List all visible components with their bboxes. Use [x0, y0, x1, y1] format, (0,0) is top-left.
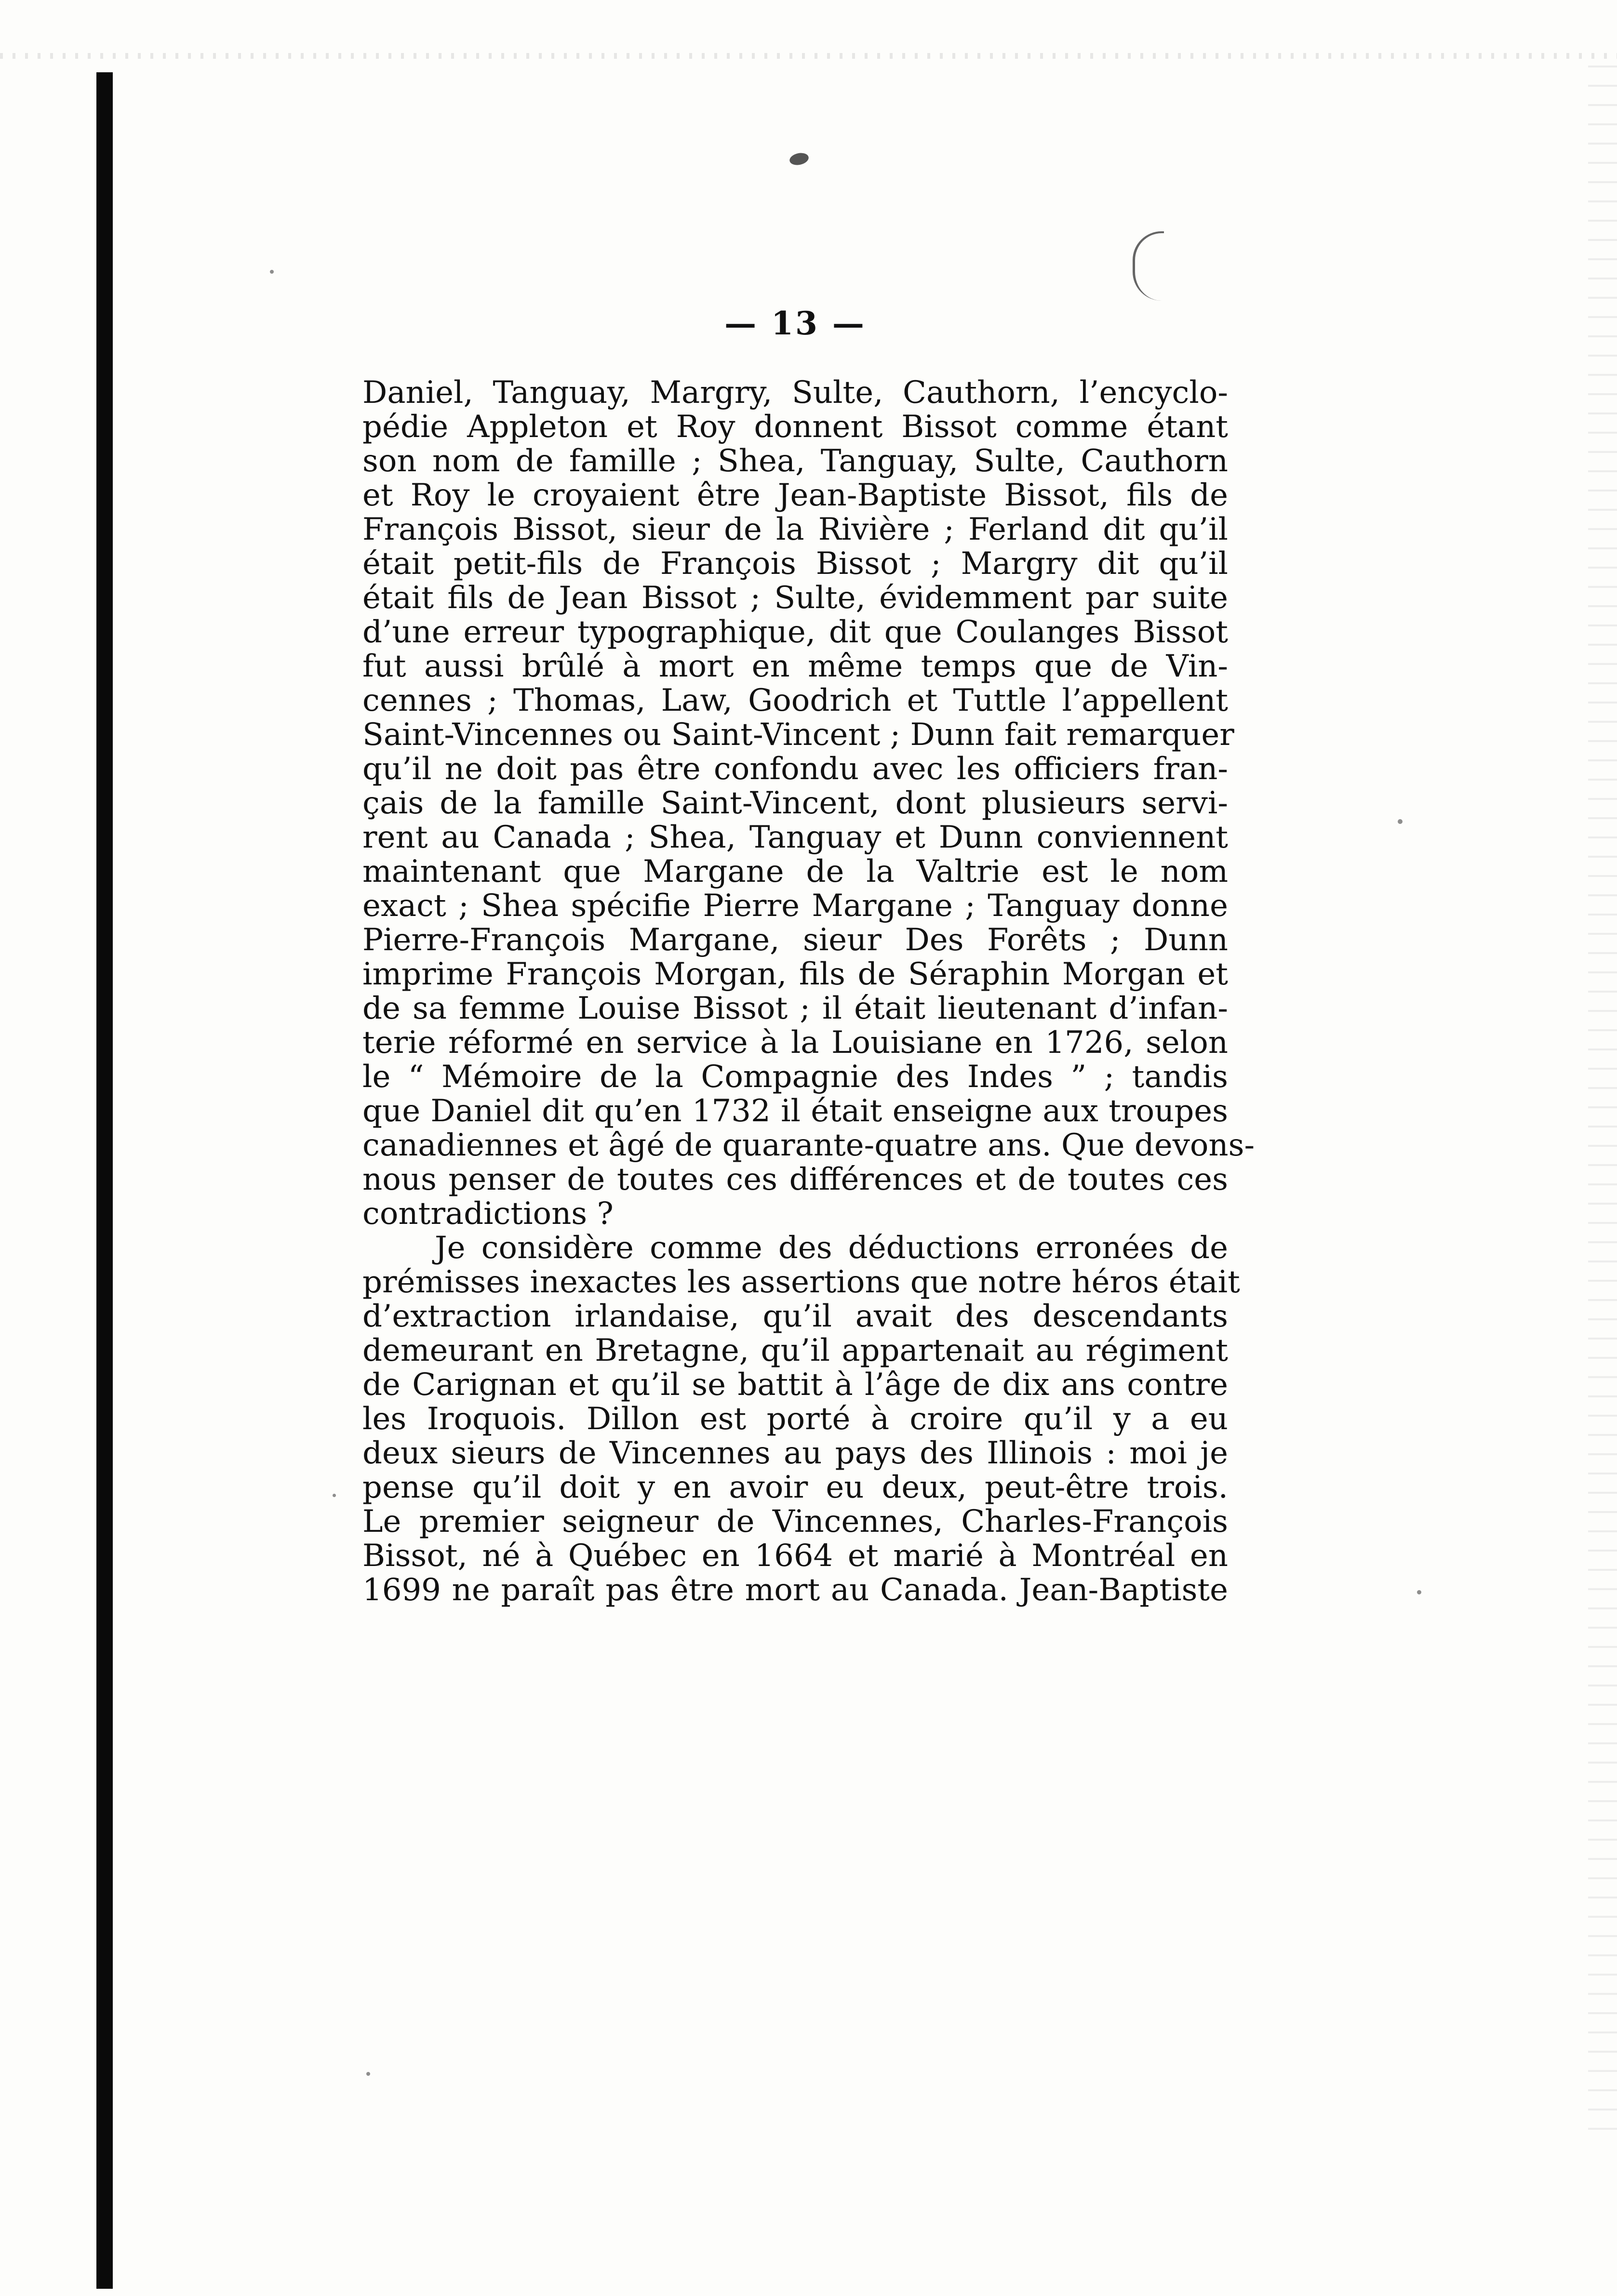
text-line: maintenant que Margane de la Valtrie est le nom — [362, 854, 1228, 889]
text-line: Le premier seigneur de Vincennes, Charles-François — [362, 1504, 1228, 1540]
text-line: canadiennes et âgé de quarante-quatre ans. Que devons- — [362, 1128, 1255, 1163]
text-line: pense qu’il doit y en avoir eu deux, peut-être trois. — [362, 1470, 1228, 1505]
text-line: fut aussi brûlé à mort en même temps que de Vin- — [362, 649, 1228, 684]
text-line: le “ Mémoire de la Compagnie des Indes ” ; tandis — [362, 1059, 1228, 1095]
text-line: exact ; Shea spécifie Pierre Margane ; Tanguay donne — [362, 888, 1228, 924]
text-line: 1699 ne paraît pas être mort au Canada. Jean-Baptiste — [362, 1572, 1228, 1608]
text-line: Daniel, Tanguay, Margry, Sulte, Cauthorn, l’encyclo- — [362, 375, 1228, 411]
text-line: Saint-Vincennes ou Saint-Vincent ; Dunn fait remarquer — [362, 717, 1234, 753]
page-edge-noise — [0, 53, 1617, 59]
page-number: — 13 — — [724, 305, 866, 342]
speck — [270, 270, 274, 274]
text-line: çais de la famille Saint-Vincent, dont plusieurs servi- — [362, 785, 1228, 821]
text-line: pédie Appleton et Roy donnent Bissot comme étant — [362, 409, 1228, 445]
text-line: et Roy le croyaient être Jean-Baptiste Bissot, fils de — [362, 478, 1228, 513]
text-line: de sa femme Louise Bissot ; il était lieutenant d’infan- — [362, 991, 1228, 1026]
text-line: prémisses inexactes les assertions que notre héros était — [362, 1264, 1240, 1300]
text-line: imprime François Morgan, fils de Séraphin Morgan et — [362, 956, 1228, 992]
text-line: Pierre-François Margane, sieur Des Forêts ; Dunn — [362, 922, 1228, 958]
text-line: d’une erreur typographique, dit que Coulanges Bissot — [362, 614, 1228, 650]
text-line: contradictions ? — [362, 1196, 614, 1232]
text-line: François Bissot, sieur de la Rivière ; Ferland dit qu’il — [362, 512, 1228, 547]
text-line: que Daniel dit qu’en 1732 il était enseigne aux troupes — [362, 1093, 1228, 1129]
text-line: cennes ; Thomas, Law, Goodrich et Tuttle l’appellent — [362, 683, 1228, 718]
text-line: les Iroquois. Dillon est porté à croire qu’il y a eu — [362, 1401, 1228, 1437]
text-line: était fils de Jean Bissot ; Sulte, évidemment par suite — [362, 580, 1228, 616]
text-line: Je considère comme des déductions erronées de — [435, 1230, 1228, 1266]
text-line: terie réformé en service à la Louisiane en 1726, selon — [362, 1025, 1228, 1061]
pencil-mark — [1133, 231, 1164, 301]
printer-ornament — [788, 151, 810, 167]
page-edge-noise — [1588, 58, 1617, 2130]
text-line: nous penser de toutes ces différences et de toutes ces — [362, 1162, 1228, 1197]
binding-shadow — [96, 72, 113, 2289]
speck — [1398, 819, 1403, 824]
text-line: demeurant en Bretagne, qu’il appartenait au régiment — [362, 1333, 1228, 1368]
text-line: deux sieurs de Vincennes au pays des Illinois : moi je — [362, 1435, 1228, 1471]
speck — [333, 1494, 336, 1497]
body-text — [362, 375, 1255, 1608]
text-line: de Carignan et qu’il se battit à l’âge de dix ans contre — [362, 1367, 1228, 1403]
text-line: qu’il ne doit pas être confondu avec les officiers fran- — [362, 751, 1228, 787]
speck — [366, 2072, 370, 2076]
text-line: rent au Canada ; Shea, Tanguay et Dunn conviennent — [362, 820, 1228, 855]
speck — [1417, 1590, 1421, 1594]
text-line: son nom de famille ; Shea, Tanguay, Sulte, Cauthorn — [362, 443, 1228, 479]
text-line: d’extraction irlandaise, qu’il avait des descendants — [362, 1299, 1228, 1334]
text-line: était petit-fils de François Bissot ; Margry dit qu’il — [362, 546, 1228, 582]
text-line: Bissot, né à Québec en 1664 et marié à Montréal en — [362, 1538, 1228, 1574]
